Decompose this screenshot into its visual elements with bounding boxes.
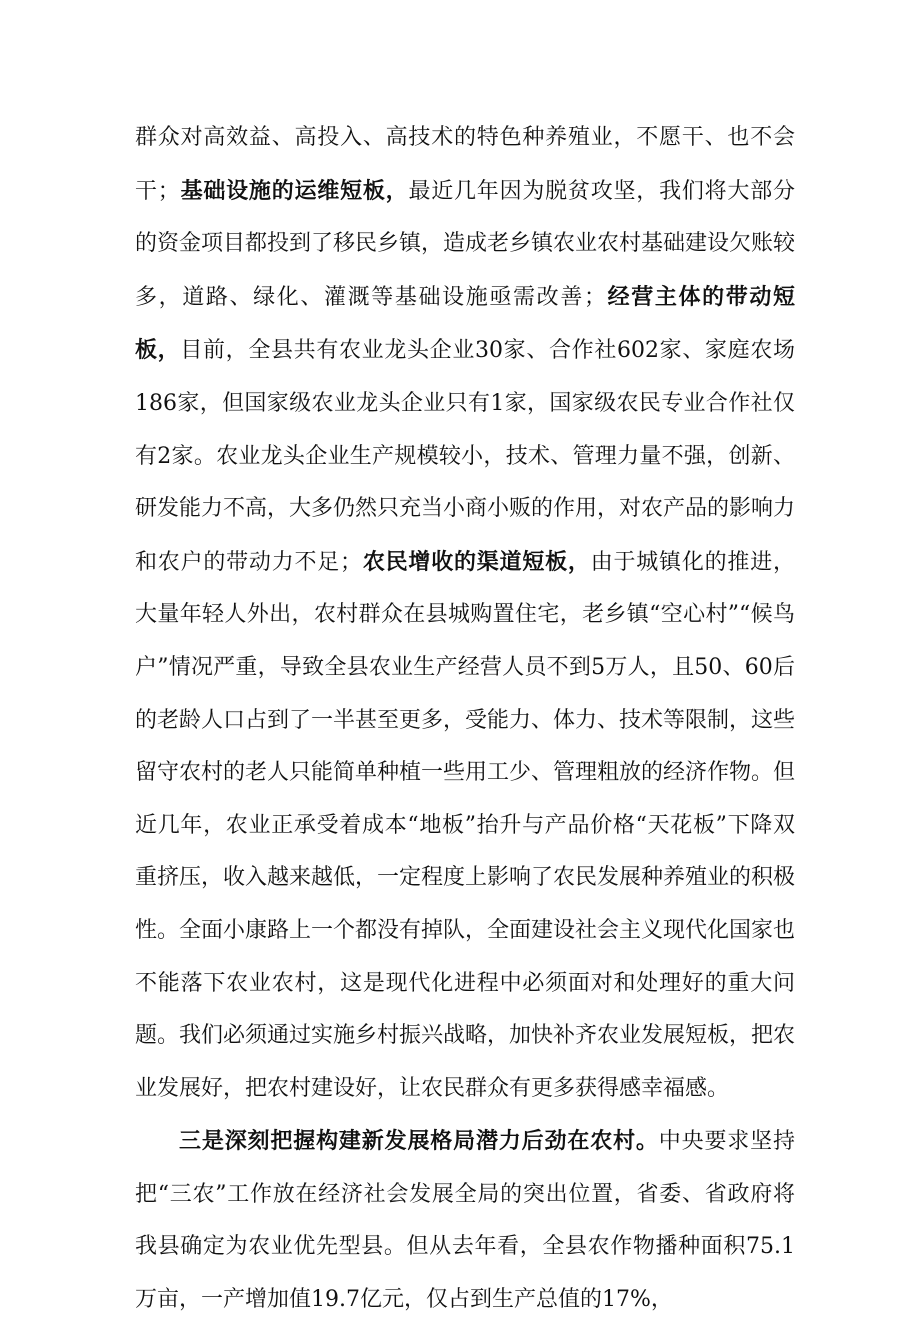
paragraph-1 (135, 112, 795, 1115)
text-run: 中央要求坚持把“三农”工作放在经济社会发展全局的突出位置，省委、省政府将我县确定为农业优先型县。但从去年看，全县农作物播种面积75.1万亩，一产增加值19.7亿元，仅占到生产总值的17%， (135, 1129, 795, 1313)
bold-heading-business-entities: 经营主体的带动短板， (135, 283, 795, 364)
text-run: 目前，全县共有农业龙头企业30家、合作社602家、家庭农场186家，但国家级农业龙头企业只有1家，国家级农民专业合作社仅有2家。农业龙头企业生产规模较小，技术、管理力量不强，创新、研发能力不高，大多仍然只充当小商小贩的作用，对农产品的影响力和农户的带动力不足； (135, 338, 796, 575)
text-run: 由于城镇化的推进，大量年轻人外出，农村群众在县城购置住宅，老乡镇“空心村”“候鸟户”情况严重，导致全县农业生产经营人员不到5万人，且50、60后的老龄人口占到了一半甚至更多，受能力、体力、技术等限制，这些留守农村的老人只能简单种植一些用工少、管理粗放的经济作物。但近几年，农业正承受着成本“地板”抬升与产品价格“天花板”下降双重挤压，收入越来越低，一定程度上影响了农民发展种养殖业的积极性。全面小康路上一个都没有掉队，全面建设社会主义现代化国家也不能落下农业农村，这是现代化进程中必须面对和处理好的重大问题。我们必须通过实施乡村振兴战略，加快补齐农业发展短板，把农业发展好，把农村建设好，让农民群众有更多获得感幸福感。 (135, 549, 796, 1101)
paragraph-2 (135, 1115, 795, 1326)
bold-section-heading: 三是深刻把握构建新发展格局潜力后劲在农村。 (179, 1128, 659, 1155)
bold-heading-infrastructure: 基础设施的运维短板， (179, 177, 409, 204)
text-run: 最近几年因为脱贫攻坚，我们将大部分的资金项目都投到了移民乡镇，造成老乡镇农业农村基础建设欠账较多，道路、绿化、灌溉等基础设施亟需改善； (135, 178, 796, 310)
bold-heading-farmer-income: 农民增收的渠道短板， (362, 548, 591, 575)
document-body (135, 112, 795, 1327)
text-run: 群众对高效益、高投入、高技术的特色种养殖业，不愿干、也不会干； (135, 125, 795, 204)
